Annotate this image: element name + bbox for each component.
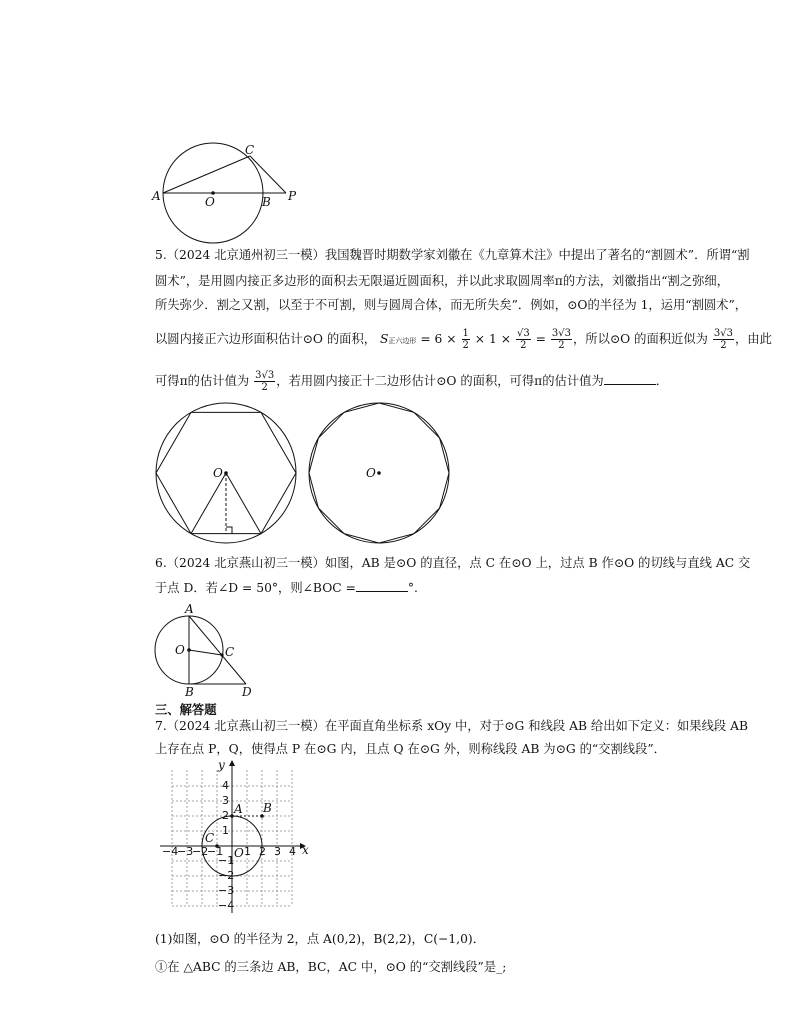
origin-label: O [234, 846, 244, 860]
point-c [220, 653, 223, 656]
x-tick: 3 [274, 845, 281, 858]
q7-sub-1: (1)如图，⊙O 的半径为 2，点 A(0,2)，B(2,2)，C(−1,0)． [155, 932, 485, 946]
label-o: O [175, 643, 185, 657]
q5-line-4 [155, 328, 772, 351]
q6-line-2-text: 于点 D．若∠D = 50°，则∠BOC = [155, 581, 356, 595]
y-tick: −4 [218, 899, 235, 912]
q5-line-5-text: 可得π的估计值为 [155, 374, 250, 388]
fraction-result: $\frac{3√3}{2}$ [551, 328, 571, 351]
q5-line-4-mid: ，所以⊙O 的面积近似为 [572, 332, 708, 346]
answer-blank-q6[interactable] [356, 581, 408, 592]
x-axis-label: x [302, 843, 309, 857]
q7-line-1: 7.（2024 北京燕山初三一模）在平面直角坐标系 xOy 中，对于⊙G 和线段 AB 给出如下定义：如果线段 AB [155, 719, 749, 733]
fraction-root3-over-2: $\frac{√3}{2}$ [516, 328, 530, 351]
figure-tangent-diameter [150, 602, 270, 697]
y-tick: 1 [222, 824, 229, 837]
q6-line-2 [155, 581, 418, 594]
q5-line-3: 所失弥少．割之又割，以至于不可割，则与圆周合体，而无所失矣”．例如，⊙O的半径为 1，运用“割圆术”， [155, 298, 748, 312]
eq-six-times: = 6 × [420, 332, 457, 346]
x-tick: −4 [162, 845, 179, 858]
eq-sign: = [535, 332, 546, 346]
area-symbol: S [379, 332, 389, 346]
center-point [187, 648, 191, 652]
triangle-side-right [226, 473, 261, 534]
q5-line-5-mid: ，若用圆内接正十二边形估计⊙O 的面积，可得π的估计值为 [276, 374, 604, 388]
label-a: A [234, 802, 243, 816]
right-angle-mark [226, 527, 232, 534]
q6-line-1: 6.（2024 北京燕山初三一模）如图，AB 是⊙O 的直径，点 C 在⊙O 上，过点 B 作⊙O 的切线与直线 AC 交 [155, 556, 751, 570]
q7-sub-2: ①在 △ABC 的三条边 AB，BC，AC 中，⊙O 的“交割线段”是_; [155, 960, 507, 974]
label-b: B [185, 685, 194, 699]
label-b: B [263, 801, 272, 815]
y-tick: 4 [222, 779, 229, 792]
figure-circle-tangent [150, 140, 310, 250]
triangle-side-left [191, 473, 226, 534]
x-tick: −3 [177, 845, 194, 858]
segment-ac [163, 156, 250, 193]
line-ad [189, 616, 246, 684]
section-title: 三、解答题 [155, 703, 217, 717]
figure-inscribed-polygons [150, 398, 460, 548]
q6-line-2-end: °. [407, 581, 418, 595]
x-tick: 1 [244, 845, 251, 858]
label-c: C [245, 143, 255, 157]
q5-line-5 [155, 370, 668, 393]
label-b: B [262, 195, 271, 209]
y-tick: −1 [218, 854, 235, 867]
label-c: C [205, 831, 215, 845]
fraction-half: $\frac{1}{2}$ [462, 328, 469, 351]
x-tick: 4 [289, 845, 296, 858]
segment-cp [250, 156, 286, 193]
label-a: A [152, 189, 161, 203]
segment-oc [189, 650, 222, 655]
x-tick: 2 [259, 845, 266, 858]
label-c: C [225, 645, 235, 659]
label-o: O [205, 195, 215, 209]
figure-coordinate-grid [150, 758, 320, 918]
label-p: P [288, 189, 297, 203]
q5-line-5-end: ． [655, 374, 669, 388]
fraction-area: $\frac{3√3}{2}$ [713, 328, 733, 351]
area-subscript: 正六边形 [388, 337, 417, 345]
y-tick: −2 [218, 869, 235, 882]
y-tick: 2 [222, 809, 229, 822]
q7-line-2: 上存在点 P，Q，使得点 P 在⊙G 内，且点 Q 在⊙G 外，则称线段 AB 为⊙G 的“交割线段”． [155, 742, 666, 756]
dodecagon-center-point [377, 471, 381, 475]
q5-line-1: 5.（2024 北京通州初三一模）我国魏晋时期数学家刘徽在《九章算术注》中提出了著名的“割圆术”．所谓“割 [155, 248, 750, 262]
label-d: D [242, 685, 252, 699]
q5-line-4-end: ，由此 [734, 332, 772, 346]
q5-line-2: 圆术”，是用圆内接正多边形的面积去无限逼近圆面积，并以此求取圆周率π的方法，刘徽指出“割之弥细， [155, 274, 730, 288]
fraction-pi-estimate: $\frac{3√3}{2}$ [255, 370, 275, 393]
label-a: A [185, 602, 194, 616]
label-o-dodecagon: O [366, 466, 376, 480]
x-tick: −1 [207, 845, 224, 858]
y-tick: −3 [218, 884, 235, 897]
hexagon-center-point [224, 471, 228, 475]
y-tick: 3 [222, 794, 229, 807]
y-axis-label: y [218, 758, 225, 772]
x-tick: −2 [192, 845, 209, 858]
q5-line-4-text: 以圆内接正六边形面积估计⊙O 的面积， [155, 332, 377, 346]
label-o-hexagon: O [213, 466, 223, 480]
times-one: × 1 × [474, 332, 512, 346]
y-axis-arrow [229, 760, 235, 766]
answer-blank-q5[interactable] [604, 374, 656, 385]
